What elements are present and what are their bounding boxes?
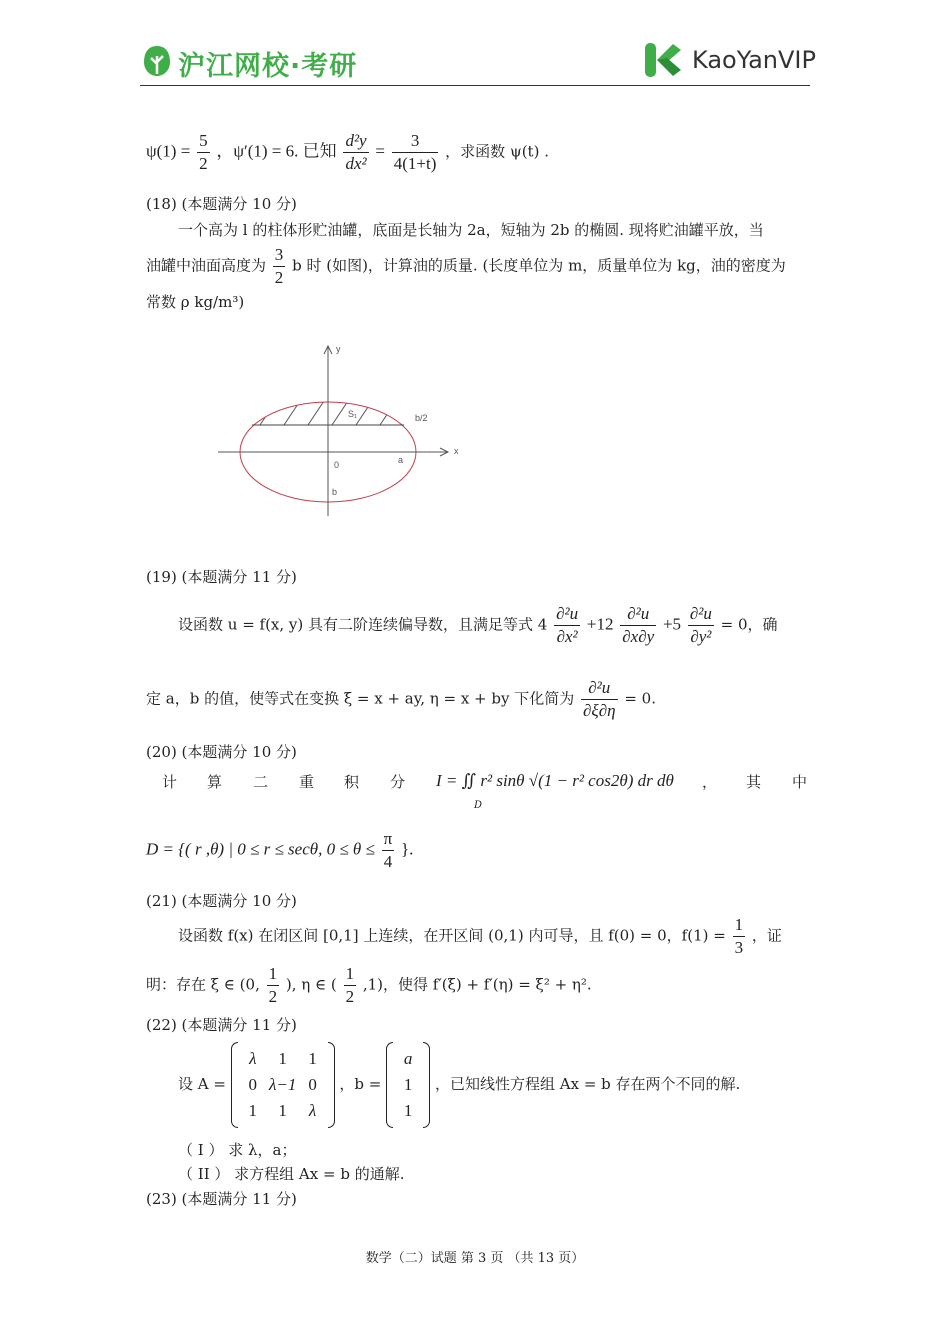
q17-line	[146, 130, 549, 175]
q21-line2	[146, 963, 592, 1008]
q20-domain-a: D = {( r ,θ) | 0 ≤ r ≤ secθ, 0 ≤ θ ≤	[146, 839, 375, 859]
label-y: y	[336, 344, 341, 354]
q19-line2-b: = 0.	[624, 689, 656, 708]
comma: ，	[702, 773, 718, 791]
matrix-bracket-right	[328, 1042, 335, 1128]
label-b: b	[332, 487, 338, 497]
word: 分	[390, 773, 406, 791]
q22-set-a: 设 A =	[178, 1075, 226, 1093]
q21-line2-a: 明：存在 ξ ∈ (0,	[146, 975, 260, 994]
q21-line1	[178, 914, 782, 959]
matrix-cell: λ	[249, 1049, 257, 1068]
word: 积	[344, 773, 360, 791]
vector-cell: a	[403, 1049, 413, 1068]
q22-part1: （ I ） 求 λ，a；	[178, 1141, 297, 1159]
leaf-logo-icon	[142, 44, 172, 82]
q18-line3: 常数 ρ kg/m³)	[146, 293, 245, 311]
fraction: $\frac{\text{∂²u}}{\partial\xi\partial\eta}$	[583, 678, 616, 720]
q18-title: (18) (本题满分 10 分)	[146, 195, 297, 213]
word: 计	[162, 773, 178, 791]
matrix-a	[243, 1046, 323, 1124]
double-integral: I = ∬ r² sinθ √(1 − r² cos2θ) dr dθ	[436, 771, 674, 790]
fraction: $\frac{5}{2}$	[199, 131, 208, 173]
label-origin: 0	[334, 460, 340, 470]
plus12: +12	[586, 614, 614, 634]
q18-line2-a: 油罐中油面高度为	[146, 256, 267, 275]
fraction: $\frac{\text{∂²u}}{\text{∂y²}}$	[689, 604, 712, 646]
q19-line1	[178, 603, 778, 648]
label-b2: b/2	[415, 413, 428, 423]
fraction: $\frac{\text{∂²u}}{\text{∂x²}}$	[556, 604, 579, 646]
matrix-cell: 1	[248, 1101, 257, 1120]
fraction: $\frac{1}{2}$	[345, 964, 355, 1006]
word: 算	[207, 773, 223, 791]
label-a: a	[398, 455, 404, 465]
q18-line1: 一个高为 l 的柱体形贮油罐，底面是长轴为 2a，短轴为 2b 的椭圆. 现将贮油罐平放，当	[178, 221, 764, 239]
fraction: $\frac{\pi}{4}$	[383, 829, 393, 871]
header	[140, 38, 816, 88]
equals: =	[375, 141, 385, 161]
word: 重	[299, 773, 315, 791]
q21-line2-c: ,1)，使得 f′(ξ) + f′(η) = ξ² + η².	[362, 975, 592, 994]
kaoyanvip-logo-icon	[643, 40, 683, 84]
q21-line2-b: ), η ∈ (	[285, 975, 337, 994]
q22-part2: （ II ） 求方程组 Ax = b 的通解.	[178, 1165, 405, 1183]
matrix-cell: λ	[308, 1101, 317, 1120]
q17-psi1: ψ(1) =	[146, 141, 191, 161]
q21-line1-b: ，证	[751, 926, 782, 945]
header-right-logo-text: KaoYanVIP	[692, 46, 816, 74]
q23-title: (23) (本题满分 11 分)	[146, 1190, 297, 1208]
q20-title: (20) (本题满分 10 分)	[146, 743, 297, 761]
fraction: $\frac{3}{2}$	[274, 245, 284, 287]
q19-line1-b: = 0，确	[720, 615, 778, 634]
matrix-bracket-left	[231, 1042, 238, 1128]
q22-tail: ，已知线性方程组 Ax = b 存在两个不同的解.	[434, 1075, 741, 1093]
vector-cell: 1	[403, 1101, 413, 1120]
q22-set-b: ，b =	[339, 1075, 382, 1093]
q18-line2-b: b 时 (如图)，计算油的质量. (长度单位为 m，质量单位为 kg，油的密度为	[292, 256, 786, 275]
label-s1: S₁	[348, 409, 358, 419]
q20-domain	[146, 828, 413, 873]
word: 中	[792, 773, 808, 791]
vector-bracket-right	[423, 1042, 430, 1128]
q19-line2-a: 定 a，b 的值，使等式在变换 ξ = x + ay, η = x + by 下化简为	[146, 689, 575, 708]
matrix-cell: 1	[278, 1049, 287, 1068]
q17-tail: ，求函数 ψ(t) .	[445, 142, 549, 161]
q21-title: (21) (本题满分 10 分)	[146, 892, 297, 910]
fraction: $\frac{\text{∂²u}}{\partial x\partial y}$	[622, 604, 655, 646]
fraction: $\frac{\text{d²y}}{\text{dx²}}$	[345, 131, 367, 173]
q22-title: (22) (本题满分 11 分)	[146, 1016, 297, 1034]
q18-line2	[146, 244, 786, 289]
word: 二	[253, 773, 269, 791]
matrix-cell: λ−1	[269, 1075, 297, 1094]
page-footer: 数学（二）试题 第 3 页 （共 13 页）	[365, 1251, 585, 1266]
matrix-cell: 0	[248, 1075, 257, 1094]
header-divider	[140, 85, 810, 86]
q19-line1-a: 设函数 u = f(x, y) 具有二阶连续偏导数，且满足等式 4	[178, 615, 548, 634]
integral-subscript: D	[474, 800, 483, 811]
fraction: $\frac{1}{2}$	[268, 964, 278, 1006]
matrix-cell: 1	[278, 1101, 287, 1120]
q17-psi-prime: ，ψ′(1) = 6. 已知	[216, 141, 337, 161]
matrix-cell: 1	[308, 1049, 317, 1068]
matrix-cell: 0	[308, 1075, 317, 1094]
label-x: x	[454, 446, 459, 456]
word: 其	[746, 773, 762, 791]
q22-line	[178, 1042, 740, 1128]
q19-line2	[146, 677, 656, 722]
plus5: +5	[662, 614, 682, 634]
q19-title: (19) (本题满分 11 分)	[146, 568, 297, 586]
vector-b	[398, 1046, 419, 1124]
fraction: $\frac{1}{3}$	[734, 915, 744, 957]
q20-domain-b: }.	[401, 839, 414, 859]
vector-bracket-left	[386, 1042, 393, 1128]
ellipse-figure	[210, 340, 470, 530]
vector-cell: 1	[403, 1075, 413, 1094]
fraction: $\frac{3}{4(1+t)}$	[393, 131, 437, 173]
q21-line1-a: 设函数 f(x) 在闭区间 [0,1] 上连续，在开区间 (0,1) 内可导，且 f(0) = 0，f(1) =	[178, 926, 726, 945]
header-left-logo-text: 沪江网校·考研	[178, 51, 358, 82]
